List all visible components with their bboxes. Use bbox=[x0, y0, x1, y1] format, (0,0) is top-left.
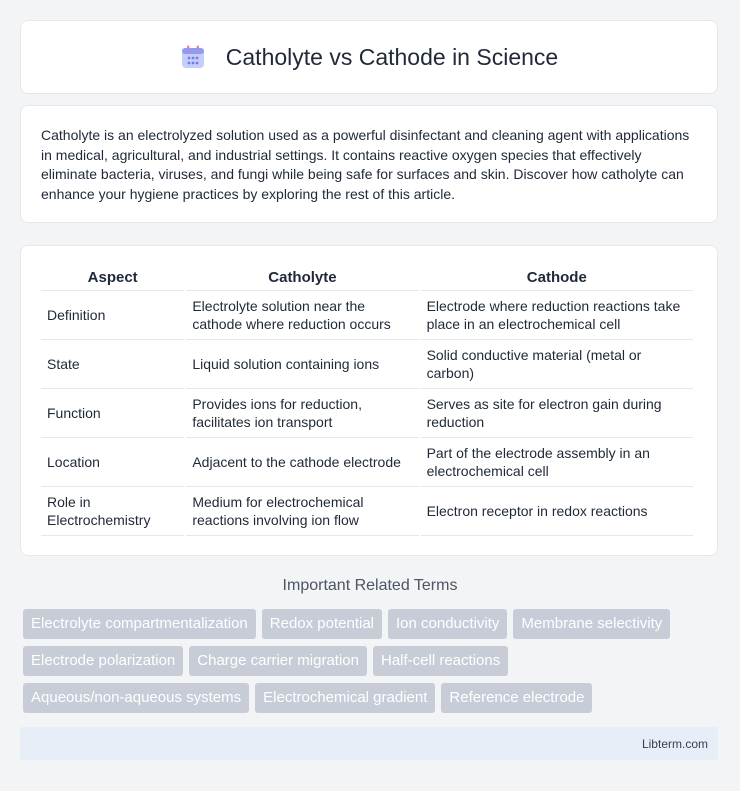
cell-cathode: Part of the electrode assembly in an electrochemical cell bbox=[421, 438, 693, 487]
related-terms-list bbox=[23, 609, 723, 713]
cell-catholyte: Liquid solution containing ions bbox=[186, 340, 418, 389]
table-row bbox=[41, 340, 693, 389]
related-term-tag[interactable]: Charge carrier migration bbox=[189, 646, 367, 676]
related-terms-heading: Important Related Terms bbox=[282, 577, 458, 594]
related-term-tag[interactable]: Reference electrode bbox=[441, 683, 592, 713]
page-title: Catholyte vs Cathode in Science bbox=[225, 43, 559, 70]
table-row bbox=[41, 389, 693, 438]
cell-cathode: Electron receptor in redox reactions bbox=[421, 487, 693, 536]
related-term-tag[interactable]: Membrane selectivity bbox=[513, 609, 670, 639]
cell-catholyte: Medium for electrochemical reactions involving ion flow bbox=[186, 487, 418, 536]
title-card bbox=[20, 20, 718, 94]
cell-aspect: Role in Electrochemistry bbox=[41, 487, 184, 536]
cell-catholyte: Electrolyte solution near the cathode where reduction occurs bbox=[186, 291, 418, 340]
cell-catholyte: Provides ions for reduction, facilitates ion transport bbox=[186, 389, 418, 438]
table-header-row bbox=[41, 266, 693, 291]
header-cathode: Cathode bbox=[421, 266, 693, 291]
cell-aspect: State bbox=[41, 340, 184, 389]
cell-aspect: Definition bbox=[41, 291, 184, 340]
intro-card bbox=[20, 105, 718, 223]
cell-aspect: Function bbox=[41, 389, 184, 438]
header-aspect: Aspect bbox=[41, 266, 184, 291]
header-catholyte: Catholyte bbox=[186, 266, 418, 291]
intro-paragraph: Catholyte is an electrolyzed solution used as a powerful disinfectant and cleaning agent with applications in medical, agricultural, and industrial settings. It contains reactive oxygen species that effectively eliminate bacteria, viruses, and fungi while being safe for surfaces and skin. Discover how catholyte can enhance your hygiene practices by exploring the rest of this article. bbox=[41, 127, 690, 202]
cell-cathode: Solid conductive material (metal or carbon) bbox=[421, 340, 693, 389]
title-wrap bbox=[180, 44, 558, 71]
table-row bbox=[41, 438, 693, 487]
related-term-tag[interactable]: Half-cell reactions bbox=[373, 646, 508, 676]
footer-site-link[interactable]: Libterm.com bbox=[641, 736, 708, 751]
related-term-tag[interactable]: Electrochemical gradient bbox=[255, 683, 435, 713]
comparison-card bbox=[20, 245, 718, 556]
comparison-table bbox=[39, 266, 695, 536]
related-term-tag[interactable]: Electrolyte compartmentalization bbox=[23, 609, 256, 639]
cell-cathode: Serves as site for electron gain during reduction bbox=[421, 389, 693, 438]
cell-catholyte: Adjacent to the cathode electrode bbox=[186, 438, 418, 487]
cell-aspect: Location bbox=[41, 438, 184, 487]
cell-cathode: Electrode where reduction reactions take place in an electrochemical cell bbox=[421, 291, 693, 340]
table-row bbox=[41, 487, 693, 536]
related-term-tag[interactable]: Electrode polarization bbox=[23, 646, 183, 676]
table-row bbox=[41, 291, 693, 340]
footer bbox=[20, 727, 718, 760]
calendar-icon bbox=[180, 44, 206, 70]
related-term-tag[interactable]: Redox potential bbox=[262, 609, 382, 639]
related-term-tag[interactable]: Aqueous/non-aqueous systems bbox=[23, 683, 249, 713]
related-term-tag[interactable]: Ion conductivity bbox=[388, 609, 507, 639]
